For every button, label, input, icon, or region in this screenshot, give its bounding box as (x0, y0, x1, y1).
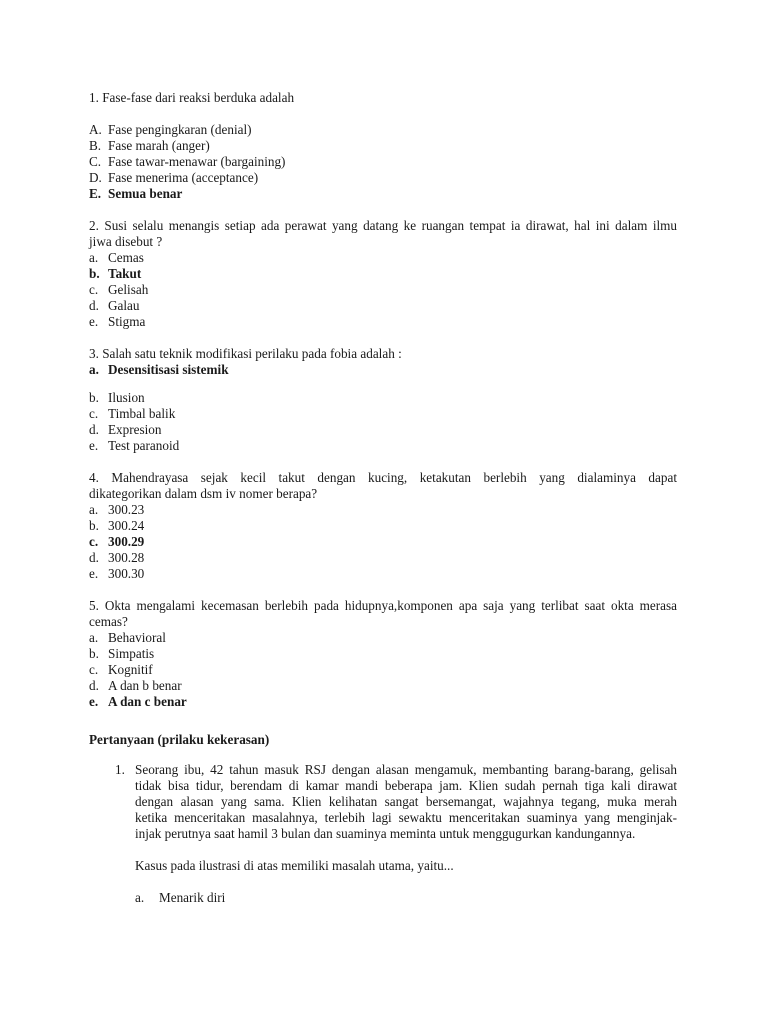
q3-option-e: e. Test paranoid (89, 438, 180, 453)
question-2-line-2: jiwa disebut ? (89, 234, 163, 249)
q5-option-b: b. Simpatis (89, 646, 155, 661)
question-4 (89, 470, 677, 582)
q2-option-a: a. Cemas (89, 250, 144, 265)
case-line-2: tidak bisa tidur, berendam di kamar mandi beberapa jam. Klien sudah pernah tiga kali dirawat (135, 778, 677, 793)
q4-option-d: d. 300.28 (89, 550, 145, 565)
q2-option-e: e. Stigma (89, 314, 146, 329)
case-line-5: injak perutnya saat hamil 3 bulan dan suaminya meminta untuk menggugurkan kandungannya. (135, 826, 636, 841)
question-2 (89, 218, 677, 330)
q1-option-c: C. Fase tawar-menawar (bargaining) (89, 154, 286, 169)
case-line-3: dengan alasan yang sama. Klien kelihatan sangat bersemangat, wajahnya tegang, muka merah (135, 794, 677, 809)
question-4-line-1: 4. Mahendrayasa sejak kecil takut dengan kucing, ketakutan berlebih yang dialaminya dapat (89, 470, 677, 485)
q4-option-a: a. 300.23 (89, 502, 145, 517)
section-title: Pertanyaan (prilaku kekerasan) (89, 732, 270, 747)
q3-option-b: b. Ilusion (89, 390, 145, 405)
q5-option-d: d. A dan b benar (89, 678, 182, 693)
q5-option-e: e. A dan c benar (89, 694, 187, 709)
q4-option-e: e. 300.30 (89, 566, 145, 581)
question-2-line-1: 2. Susi selalu menangis setiap ada perawat yang datang ke ruangan tempat ia dirawat, hal ini dalam ilmu (89, 218, 677, 233)
case-question-body (135, 762, 677, 906)
q1-option-e: E. Semua benar (89, 186, 183, 201)
q3-option-d: d. Expresion (89, 422, 162, 437)
question-1 (89, 90, 677, 202)
q2-option-b: b. Takut (89, 266, 142, 281)
case-line-4: ketika menceritakan masalahnya, terlebih lagi sewaktu menceritakan suaminya yang menginjak- (135, 810, 677, 825)
case-question-text: Kasus pada ilustrasi di atas memiliki masalah utama, yaitu... (135, 858, 454, 873)
case-option-a: a. Menarik diri (135, 890, 226, 905)
q2-option-c: c. Gelisah (89, 282, 149, 297)
q5-option-c: c. Kognitif (89, 662, 153, 677)
q4-option-b: b. 300.24 (89, 518, 145, 533)
q3-option-a: a. Desensitisasi sistemik (89, 362, 229, 377)
q1-option-a: A. Fase pengingkaran (denial) (89, 122, 252, 137)
q1-option-b: B. Fase marah (anger) (89, 138, 210, 153)
q3-option-c: c. Timbal balik (89, 406, 176, 421)
question-5-line-2: cemas? (89, 614, 128, 629)
q1-option-d: D. Fase menerima (acceptance) (89, 170, 259, 185)
q5-option-a: a. Behavioral (89, 630, 166, 645)
question-1-title: 1. Fase-fase dari reaksi berduka adalah (89, 90, 295, 105)
case-line-1: Seorang ibu, 42 tahun masuk RSJ dengan alasan mengamuk, membanting barang-barang, gelisah (135, 762, 677, 777)
question-5 (89, 598, 677, 710)
q2-option-d: d. Galau (89, 298, 140, 313)
case-question-1 (89, 762, 677, 906)
q4-option-c: c. 300.29 (89, 534, 145, 549)
question-3 (89, 346, 677, 454)
case-question-number: 1. (115, 762, 125, 777)
document-page (89, 90, 677, 906)
question-4-line-2: dikategorikan dalam dsm iv nomer berapa? (89, 486, 318, 501)
question-5-line-1: 5. Okta mengalami kecemasan berlebih pada hidupnya,komponen apa saja yang terlibat saat okta merasa (89, 598, 677, 613)
question-3-title: 3. Salah satu teknik modifikasi perilaku pada fobia adalah : (89, 346, 402, 361)
